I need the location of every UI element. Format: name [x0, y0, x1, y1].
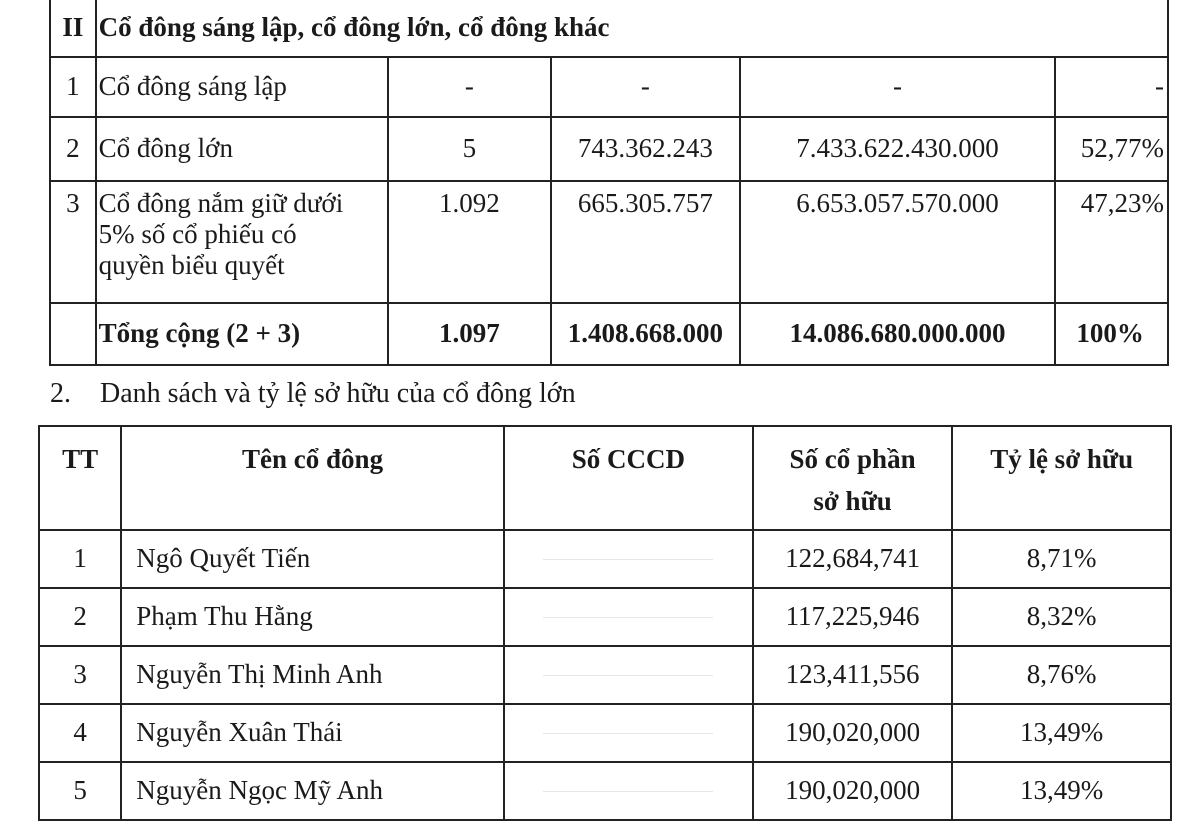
header-tt: TT — [39, 426, 121, 530]
redaction-mark — [543, 733, 713, 734]
table-row — [39, 704, 1171, 762]
header-pct: Tỷ lệ sở hữu — [952, 426, 1171, 530]
row-id-redacted — [504, 530, 753, 588]
row-capital: 6.653.057.570.000 — [740, 181, 1056, 303]
row-shares: 665.305.757 — [551, 181, 740, 303]
row-pct: 8,71% — [952, 530, 1171, 588]
table-row — [39, 530, 1171, 588]
total-row — [50, 303, 1168, 365]
row-pct: 13,49% — [952, 762, 1171, 820]
shareholder-structure-table — [49, 0, 1169, 366]
header-name: Tên cổ đông — [121, 426, 504, 530]
row-pct: 47,23% — [1055, 181, 1168, 303]
total-count: 1.097 — [388, 303, 552, 365]
header-shares — [753, 426, 952, 530]
row-pct: 13,49% — [952, 704, 1171, 762]
row-count: 1.092 — [388, 181, 552, 303]
row-name — [96, 181, 388, 303]
row-pct: 8,32% — [952, 588, 1171, 646]
row-shares: 117,225,946 — [753, 588, 952, 646]
row-name-line: Cổ đông nắm giữ dưới — [98, 188, 344, 218]
row-number: 2 — [50, 117, 96, 181]
row-name: Cổ đông sáng lập — [96, 57, 388, 117]
row-number: 1 — [50, 57, 96, 117]
row-shareholder-name: Ngô Quyết Tiến — [121, 530, 504, 588]
row-id-redacted — [504, 704, 753, 762]
total-label: Tổng cộng (2 + 3) — [96, 303, 388, 365]
row-tt: 1 — [39, 530, 121, 588]
table-row — [39, 646, 1171, 704]
total-shares: 1.408.668.000 — [551, 303, 740, 365]
row-shareholder-name: Nguyễn Thị Minh Anh — [121, 646, 504, 704]
row-shareholder-name: Nguyễn Xuân Thái — [121, 704, 504, 762]
section-heading-text: Danh sách và tỷ lệ sở hữu của cổ đông lớn — [100, 378, 576, 409]
row-name-line: quyền biểu quyết — [98, 250, 285, 281]
section-title: Cổ đông sáng lập, cổ đông lớn, cổ đông khác — [96, 0, 1168, 57]
row-shares: - — [551, 57, 740, 117]
header-shares-line: Số cổ phần — [789, 444, 916, 474]
table-row — [50, 117, 1168, 181]
table-row — [50, 181, 1168, 303]
section-header-row — [50, 0, 1168, 57]
row-shareholder-name: Nguyễn Ngọc Mỹ Anh — [121, 762, 504, 820]
row-id-redacted — [504, 646, 753, 704]
row-number: 3 — [50, 181, 96, 303]
row-pct: 8,76% — [952, 646, 1171, 704]
major-shareholders-table — [38, 425, 1172, 821]
section-number: 2. — [50, 378, 71, 409]
row-shares: 122,684,741 — [753, 530, 952, 588]
redaction-mark — [543, 559, 713, 560]
row-capital: 7.433.622.430.000 — [740, 117, 1056, 181]
row-tt: 4 — [39, 704, 121, 762]
row-tt: 2 — [39, 588, 121, 646]
table-row — [39, 762, 1171, 820]
row-id-redacted — [504, 762, 753, 820]
total-number-cell — [50, 303, 96, 365]
row-shares: 123,411,556 — [753, 646, 952, 704]
row-shares: 190,020,000 — [753, 704, 952, 762]
row-name-line: 5% số cổ phiếu có — [98, 219, 297, 250]
table-header-row — [39, 426, 1171, 530]
table-row — [50, 57, 1168, 117]
row-tt: 5 — [39, 762, 121, 820]
section-heading — [50, 378, 576, 410]
section-roman-numeral: II — [50, 0, 96, 57]
header-id: Số CCCD — [504, 426, 753, 530]
row-pct: 52,77% — [1055, 117, 1168, 181]
redaction-mark — [543, 791, 713, 792]
row-pct: - — [1055, 57, 1168, 117]
row-shareholder-name: Phạm Thu Hằng — [121, 588, 504, 646]
row-id-redacted — [504, 588, 753, 646]
header-shares-line: sở hữu — [813, 485, 892, 516]
row-shares: 190,020,000 — [753, 762, 952, 820]
row-name: Cổ đông lớn — [96, 117, 388, 181]
redaction-mark — [543, 675, 713, 676]
row-count: - — [388, 57, 552, 117]
row-tt: 3 — [39, 646, 121, 704]
row-shares: 743.362.243 — [551, 117, 740, 181]
total-capital: 14.086.680.000.000 — [740, 303, 1056, 365]
total-pct: 100% — [1055, 303, 1168, 365]
redaction-mark — [543, 617, 713, 618]
row-count: 5 — [388, 117, 552, 181]
row-capital: - — [740, 57, 1056, 117]
table-row — [39, 588, 1171, 646]
